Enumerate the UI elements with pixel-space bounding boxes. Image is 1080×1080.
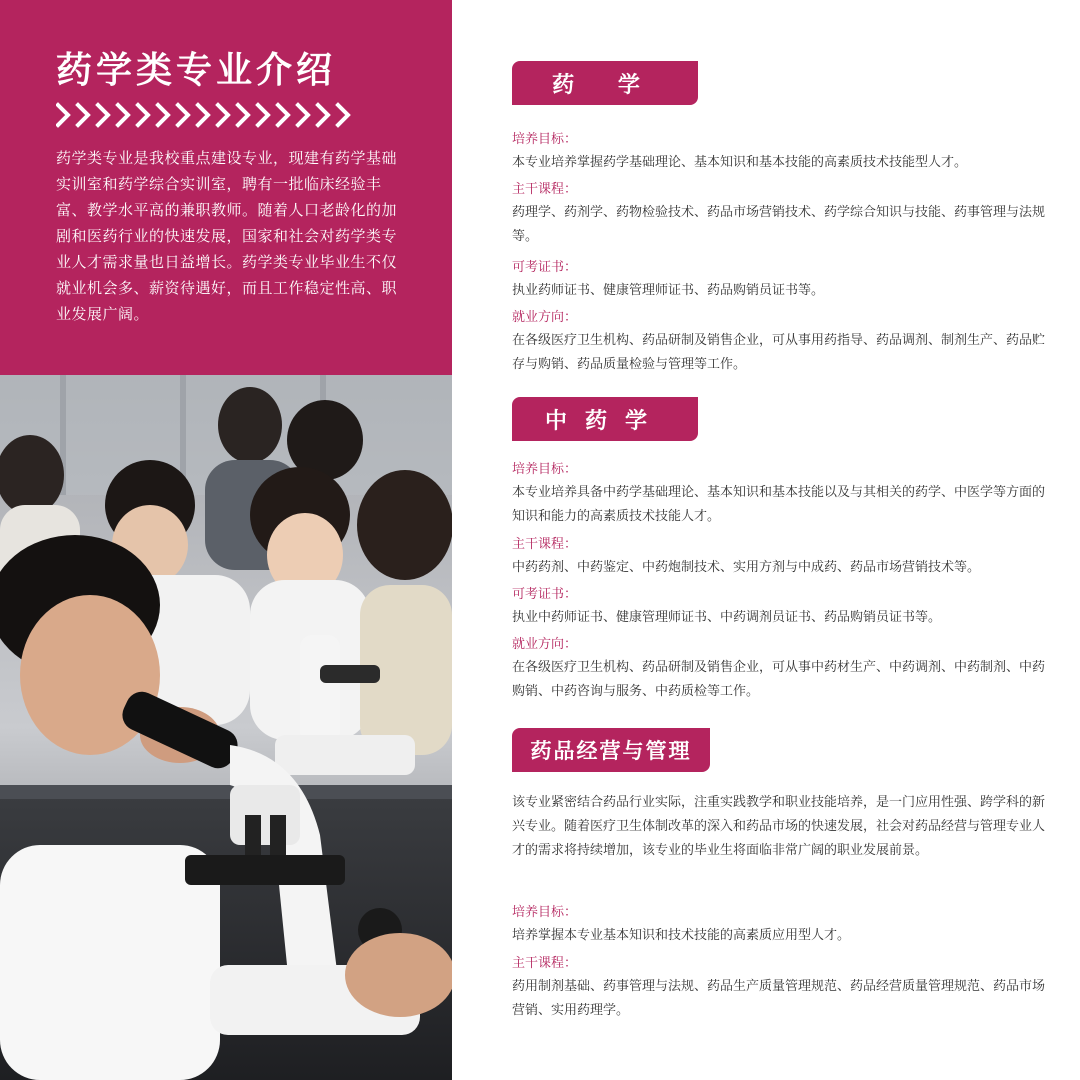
intro-panel <box>0 0 452 375</box>
courses-text: 药理学、药剂学、药物检验技术、药品市场营销技术、药学综合知识与技能、药事管理与法规等。 <box>512 205 1046 244</box>
cert-label: 可考证书： <box>512 587 578 602</box>
department-intro: 药学类专业是我校重点建设专业，现建有药学基础实训室和药学综合实训室，聘有一批临床经验丰富、教学水平高的兼职教师。随着人口老龄化的加剧和医药行业的快速发展，国家和社会对药学类专业人才需求量也日益增长。药学类专业毕业生不仅就业机会多、薪资待遇好，而且工作稳定性高、职业发展广阔。 <box>56 149 398 323</box>
career-text: 在各级医疗卫生机构、药品研制及销售企业，可从事中药材生产、中药调剂、中药制剂、中药购销、中药咨询与服务、中药质检等工作。 <box>512 660 1046 699</box>
section-header-pharmacy: 药 学 <box>512 61 698 105</box>
goal-label: 培养目标： <box>512 462 578 477</box>
career-text: 在各级医疗卫生机构、药品研制及销售企业，可从事用药指导、药品调剂、制剂生产、药品贮存与购销、药品质量检验与管理等工作。 <box>512 333 1046 372</box>
lab-photo <box>0 375 452 1080</box>
cert-label: 可考证书： <box>512 260 578 275</box>
courses-label: 主干课程： <box>512 182 578 197</box>
goal-text: 本专业培养具备中药学基础理论、基本知识和基本技能以及与其相关的药学、中医学等方面的知识和能力的高素质技术技能人才。 <box>512 485 1046 524</box>
courses-label: 主干课程： <box>512 956 578 971</box>
career-label: 就业方向： <box>512 310 578 325</box>
career-label: 就业方向： <box>512 637 578 652</box>
page-title: 药学类专业介绍 <box>56 50 337 91</box>
goal-label: 培养目标： <box>512 132 578 147</box>
goal-text: 培养掌握本专业基本知识和技术技能的高素质应用型人才。 <box>512 928 851 943</box>
courses-text: 中药药剂、中药鉴定、中药炮制技术、实用方剂与中成药、药品市场营销技术等。 <box>512 560 981 575</box>
courses-label: 主干课程： <box>512 537 578 552</box>
courses-text: 药用制剂基础、药事管理与法规、药品生产质量管理规范、药品经营质量管理规范、药品市场营销、实用药理学。 <box>512 979 1046 1018</box>
section-intro-text: 该专业紧密结合药品行业实际，注重实践教学和职业技能培养，是一门应用性强、跨学科的新兴专业。随着医疗卫生体制改革的深入和药品市场的快速发展，社会对药品经营与管理专业人才的需求将持续增加，该专业的毕业生将面临非常广阔的职业发展前景。 <box>512 795 1046 858</box>
goal-label: 培养目标： <box>512 905 578 920</box>
cert-text: 执业中药师证书、健康管理师证书、中药调剂员证书、药品购销员证书等。 <box>512 610 942 625</box>
section-header-drug-management: 药品经营与管理 <box>512 728 710 772</box>
goal-text: 本专业培养掌握药学基础理论、基本知识和基本技能的高素质技术技能型人才。 <box>512 155 968 170</box>
chevron-decoration-icon <box>56 102 356 128</box>
section-header-tcm: 中药学 <box>512 397 698 441</box>
cert-text: 执业药师证书、健康管理师证书、药品购销员证书等。 <box>512 283 825 298</box>
